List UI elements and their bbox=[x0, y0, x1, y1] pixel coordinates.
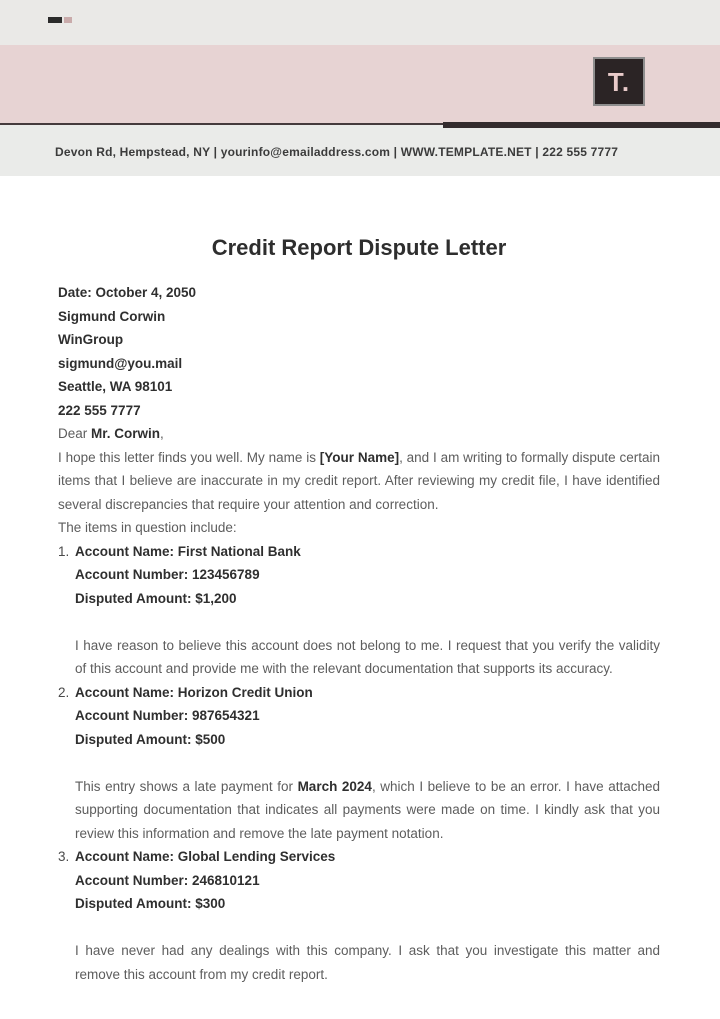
item-text-pre: I have never had any dealings with this company. I ask that you investigate this matter and remove this account from my credit report. bbox=[75, 943, 660, 982]
letterhead bbox=[0, 0, 720, 176]
list-item-number: 1. bbox=[58, 543, 70, 559]
letterhead-top-band bbox=[0, 0, 720, 45]
disputed-amount-line: Disputed Amount: $500 bbox=[75, 731, 226, 747]
account-number-line: Account Number: 123456789 bbox=[75, 567, 260, 582]
letter-body bbox=[0, 234, 720, 986]
items-intro-line: The items in question include: bbox=[58, 520, 237, 535]
salutation-suffix: , bbox=[160, 426, 164, 441]
list-item bbox=[58, 540, 660, 681]
sender-company: WinGroup bbox=[58, 332, 124, 347]
page-indicator-light-mark bbox=[64, 17, 72, 23]
salutation-name: Mr. Corwin bbox=[91, 426, 161, 441]
item-text-bold: March 2024 bbox=[297, 778, 372, 794]
list-item bbox=[58, 681, 660, 846]
letterhead-brand-band bbox=[0, 45, 720, 123]
intro-text-post: , and I am writing to formally dispute certain items that I believe are inaccurate in my credit report. After reviewing my credit file, I have identified several discrepancies that require your attention and correction. bbox=[58, 449, 660, 512]
logo-letter: T. bbox=[607, 66, 631, 97]
account-name-line: Account Name: Horizon Credit Union bbox=[75, 684, 313, 700]
intro-your-name-placeholder: [Your Name] bbox=[319, 449, 400, 465]
item-explanation-paragraph bbox=[75, 634, 660, 681]
salutation bbox=[58, 422, 660, 446]
blank-line bbox=[75, 916, 660, 940]
letterhead-divider bbox=[0, 123, 720, 128]
disputed-items-list bbox=[58, 540, 660, 987]
list-item bbox=[58, 845, 660, 986]
list-item-number: 2. bbox=[58, 684, 70, 700]
intro-paragraph bbox=[58, 446, 660, 517]
list-item-number: 3. bbox=[58, 849, 70, 864]
item-explanation-paragraph bbox=[75, 939, 660, 986]
letterhead-contact-band bbox=[0, 128, 720, 176]
disputed-amount-line: Disputed Amount: $300 bbox=[75, 896, 226, 911]
salutation-prefix: Dear bbox=[58, 426, 92, 441]
sender-info-block bbox=[58, 281, 660, 422]
item-explanation-paragraph bbox=[75, 775, 660, 846]
sender-phone: 222 555 7777 bbox=[58, 402, 141, 418]
item-text-pre: This entry shows a late payment for bbox=[75, 778, 298, 794]
account-name-line: Account Name: First National Bank bbox=[75, 543, 301, 559]
disputed-amount-line: Disputed Amount: $1,200 bbox=[75, 590, 237, 606]
item-text-post: , which I believe to be an error. I have attached supporting documentation that indicates all payments were made on time. I kindly ask that you review this information and remove the late payment notation. bbox=[75, 778, 661, 841]
contact-info: Devon Rd, Hempstead, NY | yourinfo@emailaddress.com | WWW.TEMPLATE.NET | 222 555 7777 bbox=[55, 145, 619, 159]
blank-line bbox=[75, 751, 660, 775]
page-indicator-dark-mark bbox=[48, 17, 62, 23]
sender-name: Sigmund Corwin bbox=[58, 308, 166, 324]
account-number-line: Account Number: 987654321 bbox=[75, 708, 260, 723]
letter-title: Credit Report Dispute Letter bbox=[211, 235, 507, 260]
account-name-line: Account Name: Global Lending Services bbox=[75, 849, 336, 864]
letter-date: Date: October 4, 2050 bbox=[58, 285, 197, 300]
list-item-content bbox=[75, 681, 660, 846]
intro-text-pre: I hope this letter finds you well. My name is bbox=[58, 449, 320, 465]
item-text-pre: I have reason to believe this account does not belong to me. I request that you verify the validity of this account and provide me with the relevant documentation that supports its accuracy. bbox=[75, 637, 660, 676]
blank-line bbox=[75, 610, 660, 634]
account-number-line: Account Number: 246810121 bbox=[75, 872, 260, 888]
list-item-content bbox=[75, 845, 660, 986]
sender-email: sigmund@you.mail bbox=[58, 355, 183, 371]
template-logo bbox=[593, 57, 645, 106]
letterhead-divider-accent bbox=[443, 122, 720, 128]
sender-address: Seattle, WA 98101 bbox=[58, 379, 173, 394]
list-item-content bbox=[75, 540, 660, 681]
